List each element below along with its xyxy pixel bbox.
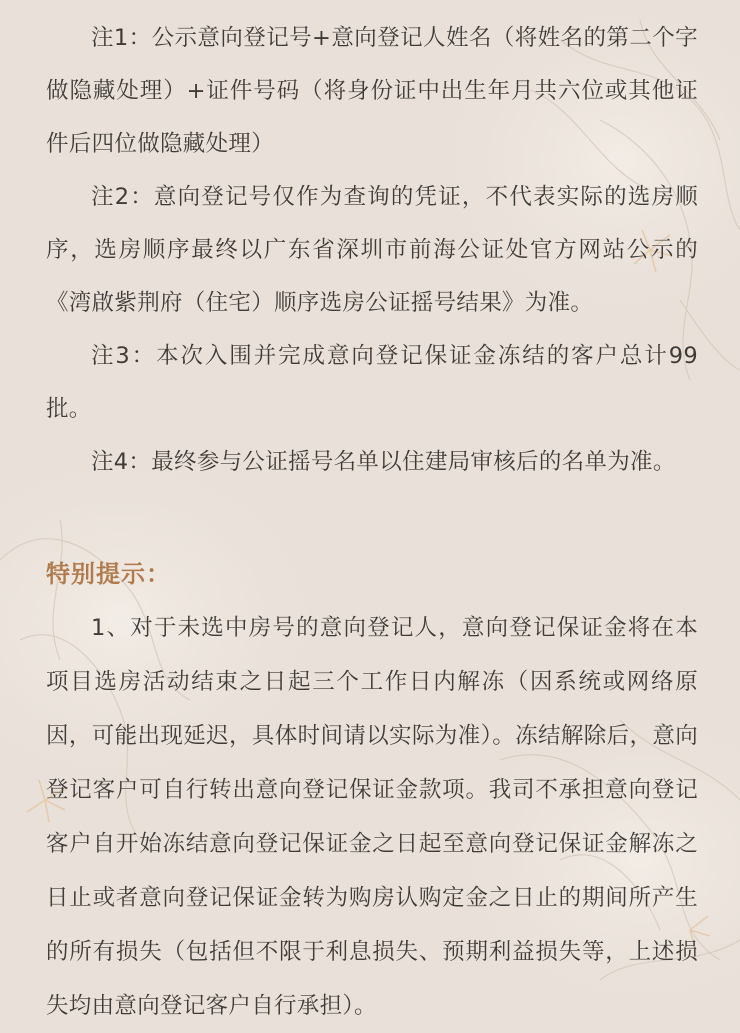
special-notice-paragraph: 1、对于未选中房号的意向登记人，意向登记保证金将在本项目选房活动结束之日起三个工作日内解冻（因系统或网络原因，可能出现延迟，具体时间请以实际为准）。冻结解除后，意向登记客户可自行转出意向登记保证金款项。我司不承担意向登记客户自开始冻结意向登记保证金之日起至意向登记保证金解冻之日止或者意向登记保证金转为购房认购定金之日止的期间所产生的所有损失（包括但不限于利息损失、预期利益损失等，上述损失均由意向登记客户自行承担）。 <box>46 615 698 1019</box>
notice-content <box>46 0 698 1033</box>
note-2: 注2：意向登记号仅作为查询的凭证，不代表实际的选房顺序，选房顺序最终以广东省深圳市前海公证处官方网站公示的《湾啟紫荆府（住宅）顺序选房公证摇号结果》为准。 <box>46 184 698 316</box>
note-3: 注3：本次入围并完成意向登记保证金冻结的客户总计99批。 <box>46 343 698 422</box>
note-1: 注1：公示意向登记号+意向登记人姓名（将姓名的第二个字做隐藏处理）+证件号码（将身份证中出生年月共六位或其他证件后四位做隐藏处理） <box>46 25 698 157</box>
note-4: 注4：最终参与公证摇号名单以住建局审核后的名单为准。 <box>91 449 676 475</box>
special-notice-title: 特别提示： <box>46 560 171 588</box>
